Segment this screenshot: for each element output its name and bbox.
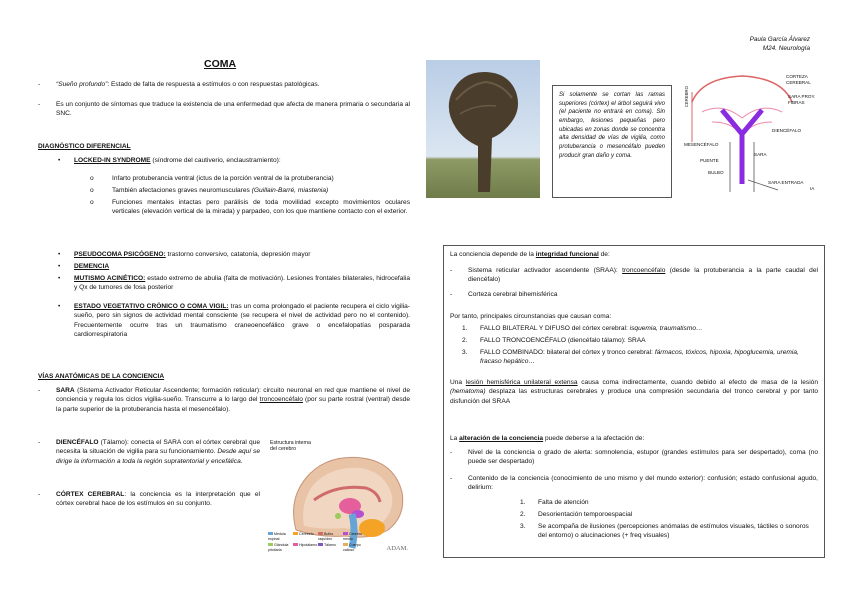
tree-head-image: [426, 60, 540, 198]
delirium-item: 3. Se acompaña de ilusiones (percepciones anómalas de estímulos visuales, táctiles o sonoros del entorno) o alucinaciones (+ freq visuales): [520, 523, 809, 540]
sara-diagram: CORTEZA CEREBRAL CEREBRO SARA PROY. FIBRAS MESENCÉFALO DIENCÉFALO SARA PUENTE BULBO SARA ENTRADA IA: [682, 72, 818, 200]
brain-image-title: Estructura interna del cerebro: [270, 440, 311, 453]
dx-heading: DIAGNÓSTICO DIFERENCIAL: [38, 143, 131, 150]
brain-image: [266, 440, 412, 558]
vias-item-sara: - SARA (Sistema Activador Reticular Ascendente; formación reticular): circuito neuronal en red que mantiene el nivel de conciencia y regula los ciclos vigilia-sueño. Transcurre a lo largo del troncoencéfalo (por su parte rostral (ventral) desde la parte superior de la protuberancia hasta el mesencéfalo).: [38, 387, 411, 413]
author-name: Paula García Álvarez: [749, 36, 810, 43]
box-paragraph-3: Una lesión hemisférica unilateral extensa causa coma indirectamente, cuando debido al efecto de masa de la lesión (hematoma) desplaza las estructuras cerebrales y produce una compresión secundaria del tronco cerebral y por tanto disfunción del SRAA: [450, 379, 818, 405]
locked-sub-item: o Funciones mentales intactas pero parálisis de toda movilidad excepto movimientos oculares verticales (elevación vertical de la mirada) y parpadeo, con los que mantiene contacto con el exterior.: [90, 199, 410, 216]
concepts-box: La conciencia depende de la integridad funcional de: - Sistema reticular activador ascendente (SRAA): troncoencéfalo (desde la protuberancia a la parte caudal del diencéfalo) - Corteza cerebral bihemisférica Por tanto, principales circunstancias que causan coma: 1. FALLO BILATERAL Y DIFUSO del córtex cerebral: isquemia, traumatismo… 2. FALLO TRONCOENCÉFALO (diencéfalo tálamo): SRAA 3. FALLO COMBINADO: bilateral del córtex y tronco cerebral: fármacos, tóxicos, hipoxia, hipoglucemia, uremia, fracaso hepático… Una lesión hemisférica unilateral extensa causa coma indirectamente, cuando debido al efecto de masa de la lesión (hematoma) desplaza las estructuras cerebrales y produce una compresión secundaria del tronco cerebral y por tanto disfunción del SRAA La alteración de la conciencia puede deberse a la afectación de: - Nivel de la conciencia o grado de alerta: somnolencia, estupor (grandes estímulos para ser despertado), coma (no puede ser despertado) - Contenido de la conciencia (conocimiento de uno mismo y del mundo exterior): confusión; estado confusional agudo, delirium: 1. Falta de atención 2. Desorientación temporoespacial 3. Se acompaña de ilusiones (percepciones anómalas de estímulos visuales, táctiles o sonoros del entorno) o alucinaciones (+ freq visuales): [443, 245, 825, 558]
cause-item: 3. FALLO COMBINADO: bilateral del córtex y tronco cerebral: fármacos, tóxicos, hipoxia, hipoglucemia, uremia, fracaso hepático…: [462, 349, 799, 366]
vias-item-diencefalo: - DIENCÉFALO (Tálamo): conecta el SARA con el córtex cerebral que necesita la situación de vigilia para su funcionamiento. Desde aquí se dirige la información a toda la región supratentorial y encefálica.: [38, 439, 260, 465]
intro-text: Es un conjunto de síntomas que traduce la existencia de una enfermedad que afecta de manera primaria o secundaria al SNC.: [56, 101, 410, 118]
intro-item: - Es un conjunto de síntomas que traduce la existencia de una enfermedad que afecta de manera primaria o secundaria al SNC.: [38, 101, 410, 118]
page-title: COMA: [204, 58, 237, 70]
box-paragraph-4: La alteración de la conciencia puede deberse a la afectación de:: [450, 435, 645, 442]
tree-note-box: [552, 85, 672, 198]
vias-item-cortex: - CÓRTEX CEREBRAL: la conciencia es la interpretación que el córtex cerebral hace de los estímulos en su conjunto.: [38, 491, 260, 508]
tree-note-text: Si solamente se cortan las ramas superiores (córtex) el árbol seguirá vivo (el paciente no entrará en coma). Sin embargo, lesiones pequeñas pero ubicadas en zonas donde se concentra alta densidad de vías de vigilia, como protuberancia o mesencéfalo pueden producir gran daño y coma.: [559, 92, 665, 159]
intro-item: - “Sueño profundo”: Estado de falta de respuesta a estímulos o con respuestas patológicas.: [38, 81, 320, 88]
author-block: [750, 36, 810, 53]
dependency-item: - Sistema reticular activador ascendente (SRAA): troncoencéfalo (desde la protuberancia a la parte caudal del diencéfalo): [450, 267, 818, 284]
box-paragraph-2: Por tanto, principales circunstancias que causan coma:: [450, 313, 612, 320]
left-column: - “Sueño profundo”: Estado de falta de respuesta a estímulos o con respuestas patológicas. - Es un conjunto de síntomas que traduce la existencia de una enfermedad que afecta de manera primaria o secundaria al SNC. DIAGNÓSTICO DIFERENCIAL • LOCKED-IN SYNDROME (síndrome del cautiverio, enclaustramiento): o Infarto protuberancia ventral (ictus de la porción ventral de la protuberancia) o También afectaciones graves neuromusculares (Guillain-Barré, miastenia) o Funciones mentales intactas pero parálisis de toda movilidad excepto movimientos oculares verticales (elevación vertical de la mirada) y parpadeo, con los que mantiene contacto con el exterior. • PSEUDOCOMA PSICÓGENO: trastorno conversivo, catatonía, depresión mayor • DEMENCIA • MUTISMO ACINÉTICO: estado extremo de abulia (falta de motivación). Lesiones frontales bilaterales, hidrocefalia y Qx de tumores de fosa posterior • ESTADO VEGETATIVO CRÓNICO O COMA VIGIL: tras un coma prolongado el paciente recupera el ciclo vigilia-sueño, pero sin signos de actividad mental consciente (se recupera el nivel de actividad pero no el contenido). Frecuentemente ocurre tras un traumatismo craneoencefálico grave o encefalopatías posparada cardiorrespiratoria VÍAS ANATÓMICAS DE LA CONCIENCIA - SARA (Sistema Activador Reticular Ascendente; formación reticular): circuito neuronal en red que mantiene el nivel de conciencia y regula los ciclos vigilia-sueño. Transcurre a lo largo del troncoencéfalo (por su parte rostral (ventral) desde la parte superior de la protuberancia hasta el mesencéfalo). - DIENCÉFALO (Tálamo): conecta el SARA con el córtex cerebral que necesita la situación de vigilia para su funcionamiento. Desde aquí se dirige la información a toda la región supratentorial y encefálica. - CÓRTEX CEREBRAL: la conciencia es la interpretación que el córtex cerebral hace de los estímulos en su conjunto.: [38, 76, 410, 536]
tree-illustration: [426, 60, 540, 198]
dx-item: • ESTADO VEGETATIVO CRÓNICO O COMA VIGIL: tras un coma prolongado el paciente recupera el ciclo vigilia-sueño, pero sin signos de actividad mental consciente (se recupera el nivel de actividad pero no el contenido). Frecuentemente ocurre tras un traumatismo craneoencefálico grave o encefalopatías posparada cardiorrespiratoria: [58, 303, 410, 339]
locked-in-text: (síndrome del cautiverio, enclaustramiento):: [150, 157, 281, 164]
locked-in-label: LOCKED-IN SYNDROME: [74, 157, 151, 164]
adam-logo: ADAM.: [386, 545, 408, 552]
vias-heading: VÍAS ANATÓMICAS DE LA CONCIENCIA: [38, 373, 165, 380]
alteration-item: - Nivel de la conciencia o grado de alerta: somnolencia, estupor (grandes estímulos para ser despertado), coma (no puede ser despertado): [450, 449, 818, 466]
intro-lead: “Sueño profundo”: [56, 81, 108, 88]
dx-item: • MUTISMO ACINÉTICO: estado extremo de abulia (falta de motivación). Lesiones frontales bilaterales, hidrocefalia y Qx de tumores de fosa posterior: [58, 275, 411, 292]
box-paragraph-1: La conciencia depende de la integridad funcional de:: [450, 251, 610, 258]
alteration-item: - Contenido de la conciencia (conocimiento de uno mismo y del mundo exterior): confusión; estado confusional agudo, delirium:: [450, 475, 818, 492]
intro-text: : Estado de falta de respuesta a estímulos o con respuestas patológicas.: [107, 81, 320, 88]
brain-legend: Médula espinal Cerebelo Bulbo raquídeo Cerebro medio Glándula pituitaria Hipotálamo Tálamo Cuerpo calloso: [268, 532, 362, 553]
course-name: M24. Neurología: [762, 44, 810, 52]
